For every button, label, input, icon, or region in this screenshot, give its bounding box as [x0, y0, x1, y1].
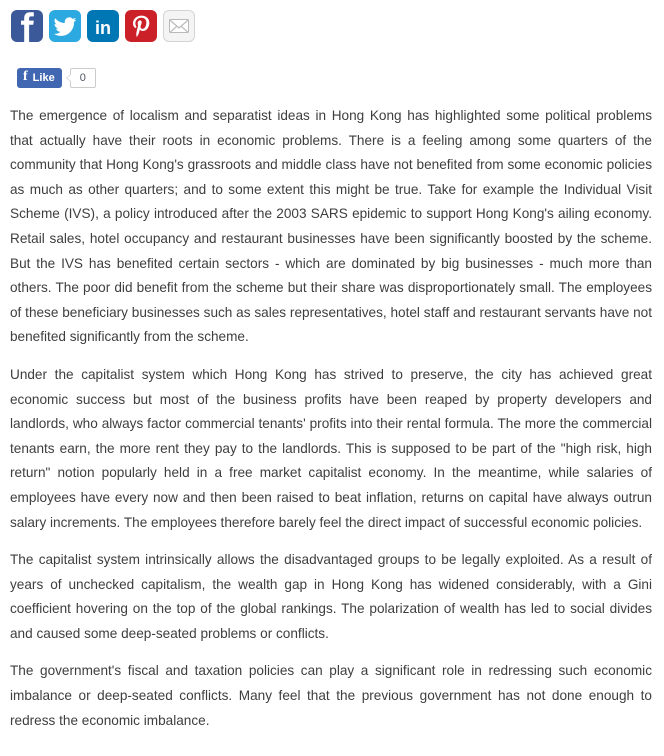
pinterest-icon	[125, 10, 157, 42]
like-button-label: Like	[32, 72, 55, 84]
facebook-icon	[11, 10, 43, 42]
facebook-like-widget	[17, 68, 652, 88]
article-paragraph-3: The capitalist system intrinsically allows the disadvantaged groups to be legally exploited. As a result of years of unchecked capitalism, the wealth gap in Hong Kong has widened considerably, with a Gini coefficient hovering on the top of the global rankings. The polarization of wealth has led to social divides and caused some deep-seated problems or conflicts.	[10, 552, 652, 641]
twitter-icon	[49, 10, 81, 42]
facebook-logo-icon: f	[23, 69, 28, 84]
facebook-like-button[interactable]	[17, 68, 62, 88]
pinterest-share-button[interactable]	[125, 10, 157, 42]
article-paragraph-1: The emergence of localism and separatist ideas in Hong Kong has highlighted some political problems that actually have their roots in economic problems. There is a feeling among some quarters of the community that Hong Kong's grassroots and middle class have not benefited from some economic policies as much as other quarters; and to some extent this might be true. Take for example the Individual Visit Scheme (IVS), a policy introduced after the 2003 SARS epidemic to support Hong Kong's ailing economy. Retail sales, hotel occupancy and restaurant businesses have been significantly boosted by the scheme. But the IVS has benefited certain sectors - which are dominated by big businesses - much more than others. The poor did benefit from the scheme but their share was disproportionately small. The employees of these beneficiary businesses such as sales representatives, hotel staff and restaurant servants have not benefited significantly from the scheme.	[10, 108, 652, 345]
article-paragraph-4: The government's fiscal and taxation policies can play a significant role in redressing such economic imbalance or deep-seated conflicts. Many feel that the previous government has not done enough to redress the economic imbalance.	[10, 663, 652, 728]
share-bar	[10, 10, 652, 42]
email-share-button[interactable]	[163, 10, 195, 42]
twitter-share-button[interactable]	[49, 10, 81, 42]
linkedin-icon	[87, 10, 119, 42]
svg-text:in: in	[95, 18, 111, 38]
article-paragraph-2: Under the capitalist system which Hong Kong has strived to preserve, the city has achieved great economic success but most of the business profits have been reaped by property developers and landlords, who always factor commercial tenants' profits into their rental formula. The more the commercial tenants earn, the more rent they pay to the landlords. This is supposed to be part of the "high risk, high return" notion popularly held in a free market capitalist economy. In the meantime, while salaries of employees have every now and then been raised to beat inflation, returns on capital have always outrun salary increments. The employees therefore barely feel the direct impact of successful economic policies.	[10, 366, 652, 530]
linkedin-share-button[interactable]	[87, 10, 119, 42]
like-count-badge: 0	[70, 68, 96, 88]
email-icon	[163, 10, 195, 42]
facebook-share-button[interactable]	[11, 10, 43, 42]
article-body	[10, 104, 652, 733]
